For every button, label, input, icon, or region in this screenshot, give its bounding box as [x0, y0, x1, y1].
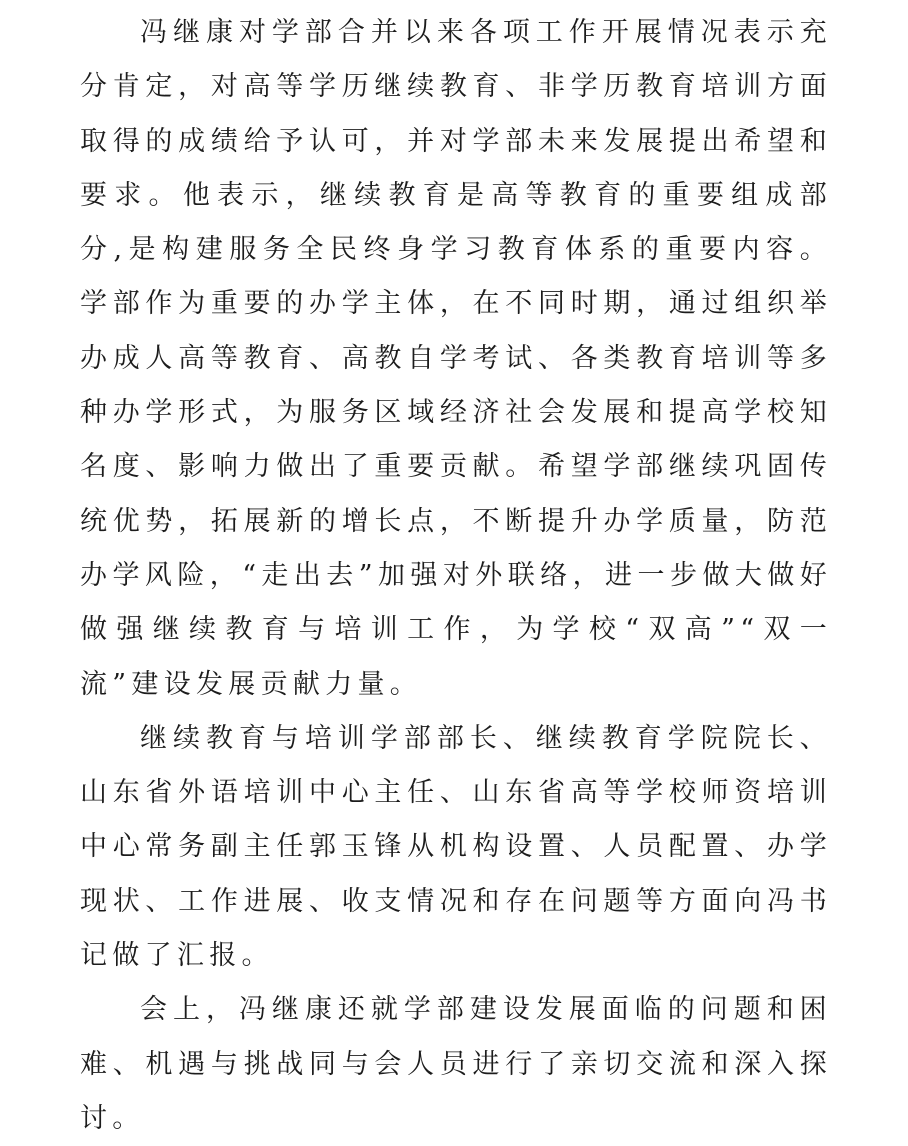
paragraph-2: 继续教育与培训学部部长、继续教育学院院长、山东省外语培训中心主任、山东省高等学校师资培训中心常务副主任郭玉锋从机构设置、人员配置、办学现状、工作进展、收支情况和存在问题等方面向冯书记做了汇报。 [80, 722, 832, 972]
article-body [80, 6, 832, 1146]
paragraph-3: 会上，冯继康还就学部建设发展面临的问题和困难、机遇与挑战同与会人员进行了亲切交流和深入探讨。 [80, 994, 832, 1134]
paragraph-1: 冯继康对学部合并以来各项工作开展情况表示充分肯定，对高等学历继续教育、非学历教育培训方面取得的成绩给予认可，并对学部未来发展提出希望和要求。他表示，继续教育是高等教育的重要组成部分,是构建服务全民终身学习教育体系的重要内容。学部作为重要的办学主体，在不同时期，通过组织举办成人高等教育、高教自学考试、各类教育培训等多种办学形式，为服务区域经济社会发展和提高学校知名度、影响力做出了重要贡献。希望学部继续巩固传统优势，拓展新的增长点，不断提升办学质量，防范办学风险，“走出去”加强对外联络，进一步做大做好做强继续教育与培训工作，为学校“双高”“双一流”建设发展贡献力量。 [80, 17, 832, 700]
